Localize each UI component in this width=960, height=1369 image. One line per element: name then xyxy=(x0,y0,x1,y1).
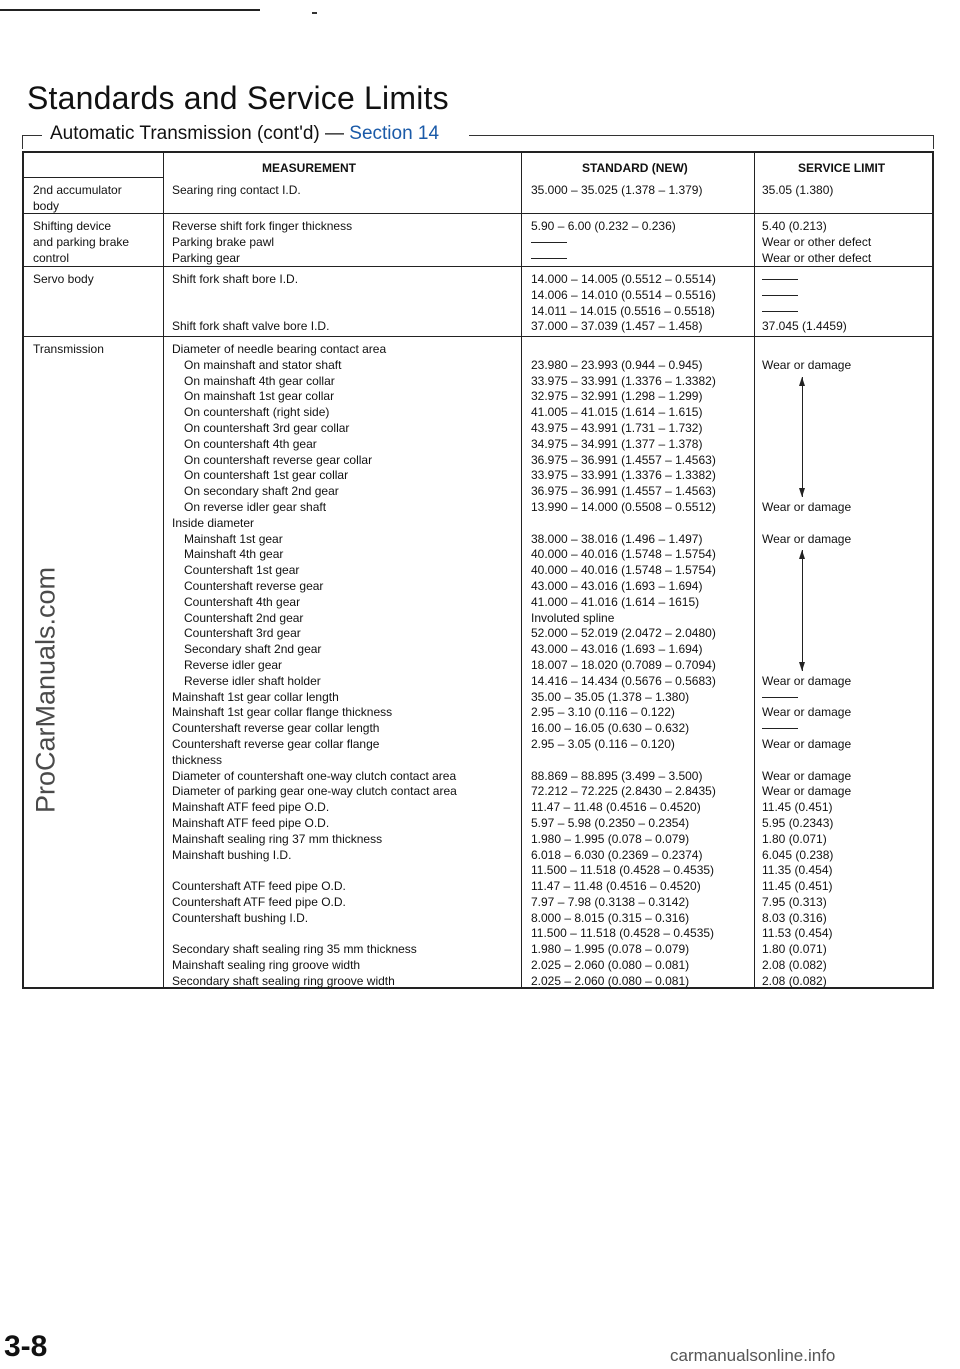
limit-value: Wear or damage xyxy=(762,531,852,546)
arrow-up-icon xyxy=(799,550,805,559)
section-link[interactable]: Section 14 xyxy=(349,123,440,144)
standard-value: 13.990 – 14.000 (0.5508 – 0.5512) xyxy=(531,499,716,514)
limit-value: Wear or damage xyxy=(762,499,852,514)
measurement-item: Mainshaft ATF feed pipe O.D. xyxy=(172,800,330,815)
range-arrow-line xyxy=(802,377,803,497)
part-name xyxy=(33,272,94,288)
header-standard: STANDARD (NEW) xyxy=(582,161,688,175)
row-divider xyxy=(24,266,932,267)
measurement-item: Secondary shaft 2nd gear xyxy=(184,642,322,657)
standard-value: 5.97 – 5.98 (0.2350 – 0.2354) xyxy=(531,815,690,830)
dash-rule xyxy=(762,728,798,729)
measurement-item: Mainshaft 4th gear xyxy=(184,547,284,562)
limit-value: 11.45 (0.451) xyxy=(762,800,833,815)
side-watermark-text: ProCarManuals.com xyxy=(30,566,61,814)
not-applicable-dash xyxy=(762,288,847,304)
col-divider xyxy=(754,153,755,987)
standard-list xyxy=(531,219,676,266)
measurement-item: Shift fork shaft valve bore I.D. xyxy=(172,319,330,334)
dash-rule xyxy=(531,258,567,259)
limit-value xyxy=(762,468,851,484)
arrow-down-icon xyxy=(799,488,805,497)
top-rule xyxy=(0,9,260,11)
measurement-item xyxy=(172,926,457,942)
limit-value: Wear or damage xyxy=(762,768,852,783)
standard-list xyxy=(531,342,716,990)
standard-value xyxy=(531,753,716,769)
measurement-item: Mainshaft 1st gear xyxy=(184,531,283,546)
standard-value: 2.95 – 3.10 (0.116 – 0.122) xyxy=(531,705,675,720)
limit-value xyxy=(762,374,851,390)
measurement-item: On countershaft reverse gear collar xyxy=(184,452,373,467)
page-title: Standards and Service Limits xyxy=(27,80,449,116)
standard-value: 16.00 – 16.05 (0.630 – 0.632) xyxy=(531,721,690,736)
limit-value xyxy=(762,579,851,595)
standard-value: 33.975 – 33.991 (1.3376 – 1.3382) xyxy=(531,468,716,483)
limit-list xyxy=(762,272,847,335)
limit-value xyxy=(762,547,851,563)
standard-value: 1.980 – 1.995 (0.078 – 0.079) xyxy=(531,942,690,957)
limit-value: 37.045 (1.4459) xyxy=(762,319,847,334)
part-name-line: body xyxy=(33,198,60,213)
standard-value: 11.47 – 11.48 (0.4516 – 0.4520) xyxy=(531,879,701,894)
standard-value: 33.975 – 33.991 (1.3376 – 1.3382) xyxy=(531,373,716,388)
measurement-item: On mainshaft 1st gear collar xyxy=(184,389,335,404)
col-divider xyxy=(163,153,164,987)
measurement-item: Secondary shaft sealing ring 35 mm thickness xyxy=(172,942,417,957)
measurement-item: Diameter of parking gear one-way clutch contact area xyxy=(172,784,457,799)
measurement-item: Reverse idler gear xyxy=(184,657,283,672)
limit-value: Wear or damage xyxy=(762,736,852,751)
limit-value xyxy=(762,642,851,658)
standard-value: 36.975 – 36.991 (1.4557 – 1.4563) xyxy=(531,484,716,499)
standard-value: 5.90 – 6.00 (0.232 – 0.236) xyxy=(531,219,676,233)
measurement-item: On countershaft 4th gear xyxy=(184,436,317,451)
part-name-line: Transmission xyxy=(33,342,104,356)
part-name xyxy=(33,219,129,266)
standard-list xyxy=(531,183,702,199)
subtitle-text: Automatic Transmission (cont'd) — xyxy=(50,123,344,144)
limit-value: 5.40 (0.213) xyxy=(762,219,827,233)
measurement-item: On countershaft 1st gear collar xyxy=(184,468,349,483)
limit-value xyxy=(762,658,851,674)
standard-value: 72.212 – 72.225 (2.8430 – 2.8435) xyxy=(531,784,716,799)
measurement-item: Diameter of countershaft one-way clutch contact area xyxy=(172,768,457,783)
limit-value xyxy=(762,516,851,532)
limit-value: 11.45 (0.451) xyxy=(762,879,833,894)
part-name-line: 2nd accumulator xyxy=(33,183,122,197)
measurement-item: On countershaft 3rd gear collar xyxy=(184,420,350,435)
measurement-item: Reverse shift fork finger thickness xyxy=(172,219,353,233)
measurement-item: Secondary shaft sealing ring groove width xyxy=(172,973,395,988)
row-divider xyxy=(24,213,932,214)
part-name xyxy=(33,183,122,215)
standard-value: 43.975 – 43.991 (1.731 – 1.732) xyxy=(531,420,703,435)
standard-value: 8.000 – 8.015 (0.315 – 0.316) xyxy=(531,910,690,925)
top-tick-mark xyxy=(312,12,317,14)
standard-value: 34.975 – 34.991 (1.377 – 1.378) xyxy=(531,436,703,451)
standard-value: 41.000 – 41.016 (1.614 – 1615) xyxy=(531,594,700,609)
dash-rule xyxy=(762,311,798,312)
standard-value: 43.000 – 43.016 (1.693 – 1.694) xyxy=(531,642,703,657)
limit-value: Wear or other defect xyxy=(762,250,872,265)
limit-value: Wear or damage xyxy=(762,673,852,688)
section-header xyxy=(22,123,934,147)
measurement-item: On countershaft (right side) xyxy=(184,405,330,420)
measurement-item: Countershaft 2nd gear xyxy=(184,610,304,625)
not-applicable-dash xyxy=(762,272,847,288)
limit-value: 7.95 (0.313) xyxy=(762,894,827,909)
standard-value: 11.500 – 11.518 (0.4528 – 0.4535) xyxy=(531,926,715,941)
standard-value: 32.975 – 32.991 (1.298 – 1.299) xyxy=(531,389,703,404)
measurement-item xyxy=(172,288,329,304)
limit-value: 2.08 (0.082) xyxy=(762,973,827,988)
standard-value: Involuted spline xyxy=(531,610,615,625)
part-name-line: Shifting device xyxy=(33,219,112,233)
not-applicable-dash xyxy=(762,690,851,706)
limit-value xyxy=(762,342,851,358)
limit-list xyxy=(762,219,871,266)
standard-value: 2.95 – 3.05 (0.116 – 0.120) xyxy=(531,736,675,751)
standard-list xyxy=(531,272,716,335)
standard-value: 40.000 – 40.016 (1.5748 – 1.5754) xyxy=(531,547,716,562)
standard-value: 41.005 – 41.015 (1.614 – 1.615) xyxy=(531,405,703,420)
measurement-item: Shift fork shaft bore I.D. xyxy=(172,272,299,286)
part-name xyxy=(33,342,104,358)
standard-value: 18.007 – 18.020 (0.7089 – 0.7094) xyxy=(531,657,716,672)
measurement-item: On mainshaft and stator shaft xyxy=(184,357,342,372)
standard-value: 38.000 – 38.016 (1.496 – 1.497) xyxy=(531,531,703,546)
limit-value: 2.08 (0.082) xyxy=(762,958,827,973)
standard-value: 2.025 – 2.060 (0.080 – 0.081) xyxy=(531,958,690,973)
measurement-item: Countershaft 1st gear xyxy=(184,563,300,578)
measurement-item: Mainshaft sealing ring groove width xyxy=(172,958,361,973)
measurement-item: Countershaft reverse gear collar length xyxy=(172,721,380,736)
not-applicable-dash xyxy=(762,304,847,320)
limit-value: 5.95 (0.2343) xyxy=(762,815,834,830)
limit-value xyxy=(762,611,851,627)
measurement-item: Mainshaft sealing ring 37 mm thickness xyxy=(172,831,383,846)
spec-table xyxy=(22,151,934,989)
measurement-item: Countershaft ATF feed pipe O.D. xyxy=(172,894,346,909)
measurement-item: Countershaft bushing I.D. xyxy=(172,910,309,925)
standard-value: 14.011 – 14.015 (0.5516 – 0.5518) xyxy=(531,303,715,318)
measurement-item: Mainshaft ATF feed pipe O.D. xyxy=(172,815,330,830)
limit-value xyxy=(762,437,851,453)
limit-value xyxy=(762,484,851,500)
limit-value: 11.53 (0.454) xyxy=(762,926,833,941)
standard-value: 6.018 – 6.030 (0.2369 – 0.2374) xyxy=(531,847,703,862)
measurement-item xyxy=(172,863,457,879)
limit-value xyxy=(762,563,851,579)
header-service-limit: SERVICE LIMIT xyxy=(798,161,886,175)
measurement-item: Countershaft ATF feed pipe O.D. xyxy=(172,879,346,894)
measurement-item: Diameter of needle bearing contact area xyxy=(172,342,387,356)
measurement-item: Countershaft 4th gear xyxy=(184,594,301,609)
measurement-item: On reverse idler gear shaft xyxy=(184,499,327,514)
limit-value: Wear or damage xyxy=(762,784,852,799)
standard-value: 7.97 – 7.98 (0.3138 – 0.3142) xyxy=(531,894,690,909)
measurement-item: Searing ring contact I.D. xyxy=(172,183,301,197)
measurement-item: Inside diameter xyxy=(172,515,255,530)
not-applicable-dash xyxy=(531,251,676,267)
dash-rule xyxy=(762,279,798,280)
page-number: 3-8 xyxy=(4,1330,48,1363)
limit-list xyxy=(762,342,851,990)
arrow-down-icon xyxy=(799,662,805,671)
standard-value: 14.000 – 14.005 (0.5512 – 0.5514) xyxy=(531,272,716,286)
measurement-list xyxy=(172,183,301,199)
limit-value xyxy=(762,595,851,611)
measurement-item: On mainshaft 4th gear collar xyxy=(184,373,335,388)
measurement-item: Parking gear xyxy=(172,250,241,265)
limit-value: 1.80 (0.071) xyxy=(762,831,827,846)
row-divider xyxy=(24,336,932,337)
dash-rule xyxy=(531,242,567,243)
header-measurement: MEASUREMENT xyxy=(262,161,357,175)
limit-value: 35.05 (1.380) xyxy=(762,183,834,197)
limit-list xyxy=(762,183,833,199)
limit-value xyxy=(762,421,851,437)
standard-value: 52.000 – 52.019 (2.0472 – 2.0480) xyxy=(531,626,716,641)
measurement-list xyxy=(172,342,457,990)
standard-value: 23.980 – 23.993 (0.944 – 0.945) xyxy=(531,357,703,372)
side-watermark xyxy=(28,560,64,820)
dash-rule xyxy=(762,295,798,296)
measurement-item: Countershaft reverse gear xyxy=(184,578,324,593)
standard-value: 2.025 – 2.060 (0.080 – 0.081) xyxy=(531,973,690,988)
part-name-line: control xyxy=(33,250,70,265)
measurement-item: On secondary shaft 2nd gear xyxy=(184,484,339,499)
col-divider xyxy=(521,153,522,987)
standard-value: 11.47 – 11.48 (0.4516 – 0.4520) xyxy=(531,800,701,815)
standard-value: 43.000 – 43.016 (1.693 – 1.694) xyxy=(531,578,703,593)
limit-value: 11.35 (0.454) xyxy=(762,863,833,878)
limit-value: 6.045 (0.238) xyxy=(762,847,834,862)
footer-watermark: carmanualsonline.info xyxy=(670,1346,836,1365)
not-applicable-dash xyxy=(531,235,676,251)
limit-value: 8.03 (0.316) xyxy=(762,910,827,925)
not-applicable-dash xyxy=(762,721,851,737)
standard-value: 35.00 – 35.05 (1.378 – 1.380) xyxy=(531,689,690,704)
limit-value xyxy=(762,453,851,469)
standard-value: 40.000 – 40.016 (1.5748 – 1.5754) xyxy=(531,563,716,578)
standard-value: 14.006 – 14.010 (0.5514 – 0.5516) xyxy=(531,287,716,302)
limit-value xyxy=(762,626,851,642)
measurement-item: Mainshaft 1st gear collar flange thickness xyxy=(172,705,393,720)
header-rule xyxy=(24,177,163,178)
limit-value: Wear or damage xyxy=(762,357,852,372)
range-arrow-line xyxy=(802,550,803,670)
standard-value: 36.975 – 36.991 (1.4557 – 1.4563) xyxy=(531,452,716,467)
measurement-item: Parking brake pawl xyxy=(172,234,275,249)
measurement-item xyxy=(172,304,329,320)
standard-value: 14.416 – 14.434 (0.5676 – 0.5683) xyxy=(531,673,716,688)
measurement-item: Countershaft 3rd gear xyxy=(184,626,301,641)
arrow-up-icon xyxy=(799,377,805,386)
standard-value: 1.980 – 1.995 (0.078 – 0.079) xyxy=(531,831,690,846)
measurement-item: Reverse idler shaft holder xyxy=(184,673,321,688)
measurement-list xyxy=(172,219,352,266)
measurement-item: Mainshaft bushing I.D. xyxy=(172,847,292,862)
limit-value: Wear or damage xyxy=(762,705,852,720)
standard-value xyxy=(531,516,716,532)
measurement-list xyxy=(172,272,329,335)
standard-value: 37.000 – 37.039 (1.457 – 1.458) xyxy=(531,319,703,334)
measurement-item: thickness xyxy=(172,752,223,767)
measurement-item: Mainshaft 1st gear collar length xyxy=(172,689,339,704)
dash-rule xyxy=(762,697,798,698)
section-subtitle xyxy=(50,123,439,145)
part-name-line: Servo body xyxy=(33,272,94,286)
limit-value xyxy=(762,753,851,769)
part-name-line: and parking brake xyxy=(33,234,130,249)
standard-value: 88.869 – 88.895 (3.499 – 3.500) xyxy=(531,768,703,783)
limit-value: 1.80 (0.071) xyxy=(762,942,827,957)
limit-value xyxy=(762,405,851,421)
standard-value: 35.000 – 35.025 (1.378 – 1.379) xyxy=(531,183,703,197)
measurement-item: Countershaft reverse gear collar flange xyxy=(172,736,380,751)
standard-value: 11.500 – 11.518 (0.4528 – 0.4535) xyxy=(531,863,715,878)
limit-value: Wear or other defect xyxy=(762,234,872,249)
standard-value xyxy=(531,342,716,358)
limit-value xyxy=(762,389,851,405)
